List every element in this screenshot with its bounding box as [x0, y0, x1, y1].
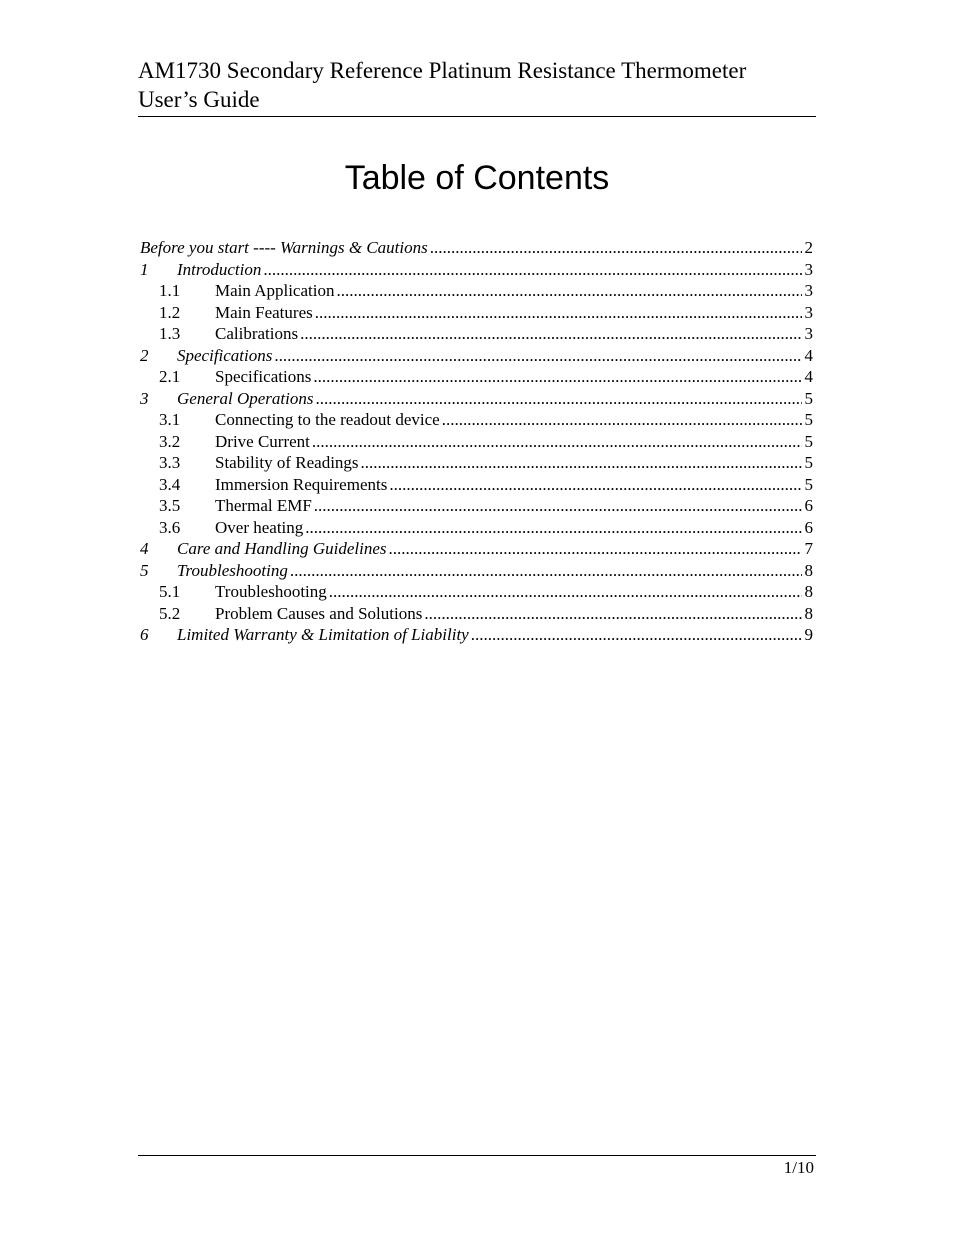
- toc-dot-leader: [300, 323, 801, 345]
- toc-entry-page: 9: [804, 625, 813, 644]
- toc-entry-page: 6: [804, 496, 813, 515]
- toc-dot-leader: [274, 345, 801, 367]
- toc-entry-page: 8: [804, 582, 813, 601]
- toc-dot-leader: [361, 452, 802, 474]
- toc-entry-page: 2: [804, 238, 813, 257]
- toc-entry[interactable]: [140, 474, 813, 496]
- page-title: Table of Contents: [344, 159, 610, 197]
- toc-entry-page: 5: [804, 410, 813, 429]
- toc-entry-number: 3.4: [159, 474, 181, 494]
- toc-entry-number: 1.1: [159, 281, 181, 300]
- toc-entry-page: 5: [804, 453, 813, 472]
- toc-entry-page: 5: [804, 474, 813, 494]
- toc-entry[interactable]: [140, 538, 813, 560]
- toc-entry-number: 3.1: [159, 410, 181, 429]
- toc-entry[interactable]: [140, 280, 813, 302]
- toc-entry-label: Specifications: [177, 345, 273, 365]
- toc-entry-number: 5.2: [159, 603, 181, 623]
- toc-entry-label: Troubleshooting: [215, 582, 327, 601]
- toc-entry-label: Before you start ---- Warnings & Cautions: [140, 238, 428, 257]
- toc-entry-label: Main Features: [215, 302, 313, 322]
- toc-entry-number: 3.2: [159, 431, 181, 451]
- toc-entry-page: 3: [804, 302, 813, 322]
- toc-entry[interactable]: [140, 603, 813, 625]
- toc-dot-leader: [312, 431, 802, 453]
- toc-dot-leader: [329, 581, 802, 603]
- toc-dot-leader: [314, 495, 802, 517]
- toc-entry-label: Over heating: [215, 517, 304, 537]
- toc-entry[interactable]: [140, 302, 813, 324]
- toc-entry-number: 1.3: [159, 324, 181, 343]
- toc-entry-page: 8: [804, 603, 813, 623]
- toc-entry-label: Limited Warranty & Limitation of Liability: [177, 625, 469, 644]
- toc-dot-leader: [424, 603, 801, 625]
- toc-entry[interactable]: [140, 560, 813, 582]
- toc-entry-label: Thermal EMF: [215, 496, 312, 515]
- toc-entry-label: Specifications: [215, 367, 312, 386]
- toc-dot-leader: [305, 517, 801, 539]
- toc-entry-page: 3: [804, 324, 813, 343]
- toc-dot-leader: [389, 474, 801, 496]
- toc-dot-leader: [313, 366, 801, 388]
- toc-entry[interactable]: [140, 431, 813, 453]
- header-title-line2: User’s Guide: [138, 87, 260, 112]
- toc-entry[interactable]: [140, 388, 813, 410]
- toc-entry-page: 5: [804, 431, 813, 451]
- toc-entry-page: 3: [804, 259, 813, 279]
- toc-dot-leader: [430, 237, 802, 259]
- toc-entry-page: 8: [804, 560, 813, 580]
- toc-entry[interactable]: [140, 517, 813, 539]
- header-title-line1: AM1730 Secondary Reference Platinum Resistance Thermometer: [138, 58, 747, 83]
- toc-dot-leader: [263, 259, 801, 281]
- toc-entry[interactable]: [140, 495, 813, 517]
- toc-entry-label: Troubleshooting: [177, 560, 288, 580]
- toc-entry-number: 3.6: [159, 517, 181, 537]
- document-header: [138, 56, 816, 117]
- toc-entry-page: 6: [804, 517, 813, 537]
- toc-entry-page: 3: [804, 281, 813, 300]
- toc-entry-number: 1.2: [159, 302, 181, 322]
- toc-entry-label: Drive Current: [215, 431, 310, 451]
- toc-entry-label: Problem Causes and Solutions: [215, 603, 423, 623]
- toc-entry[interactable]: [140, 581, 813, 603]
- toc-entry-number: 4: [140, 539, 149, 558]
- toc-entry-number: 5: [140, 560, 149, 580]
- toc-entry[interactable]: [140, 624, 813, 646]
- table-of-contents: [140, 237, 813, 646]
- toc-dot-leader: [290, 560, 802, 582]
- toc-entry-number: 2: [140, 345, 149, 365]
- toc-entry-label: Connecting to the readout device: [215, 410, 440, 429]
- toc-entry-number: 6: [140, 625, 149, 644]
- toc-entry[interactable]: [140, 237, 813, 259]
- toc-entry-number: 2.1: [159, 367, 181, 386]
- toc-dot-leader: [442, 409, 802, 431]
- toc-entry-label: Introduction: [177, 259, 262, 279]
- toc-entry[interactable]: [140, 366, 813, 388]
- toc-entry-label: Main Application: [215, 281, 335, 300]
- toc-entry-number: 3.3: [159, 453, 181, 472]
- toc-entry-page: 4: [804, 345, 813, 365]
- toc-entry-number: 3.5: [159, 496, 181, 515]
- toc-entry-page: 7: [804, 539, 813, 558]
- toc-entry[interactable]: [140, 323, 813, 345]
- toc-entry[interactable]: [140, 452, 813, 474]
- toc-dot-leader: [471, 624, 802, 646]
- toc-entry-label: Care and Handling Guidelines: [177, 539, 387, 558]
- page-number: 1/10: [783, 1158, 814, 1177]
- footer-divider: [138, 1155, 816, 1156]
- toc-entry-number: 5.1: [159, 582, 181, 601]
- toc-dot-leader: [336, 280, 801, 302]
- toc-entry-page: 5: [804, 388, 813, 408]
- toc-dot-leader: [315, 302, 802, 324]
- toc-entry-label: Immersion Requirements: [215, 474, 388, 494]
- toc-dot-leader: [315, 388, 801, 410]
- toc-entry-number: 1: [140, 259, 149, 279]
- toc-entry-label: Calibrations: [215, 324, 299, 343]
- toc-entry-label: General Operations: [177, 388, 314, 408]
- toc-entry[interactable]: [140, 259, 813, 281]
- toc-dot-leader: [389, 538, 802, 560]
- toc-entry-label: Stability of Readings: [215, 453, 359, 472]
- toc-entry[interactable]: [140, 345, 813, 367]
- toc-entry-number: 3: [140, 388, 149, 408]
- toc-entry[interactable]: [140, 409, 813, 431]
- toc-entry-page: 4: [804, 367, 813, 386]
